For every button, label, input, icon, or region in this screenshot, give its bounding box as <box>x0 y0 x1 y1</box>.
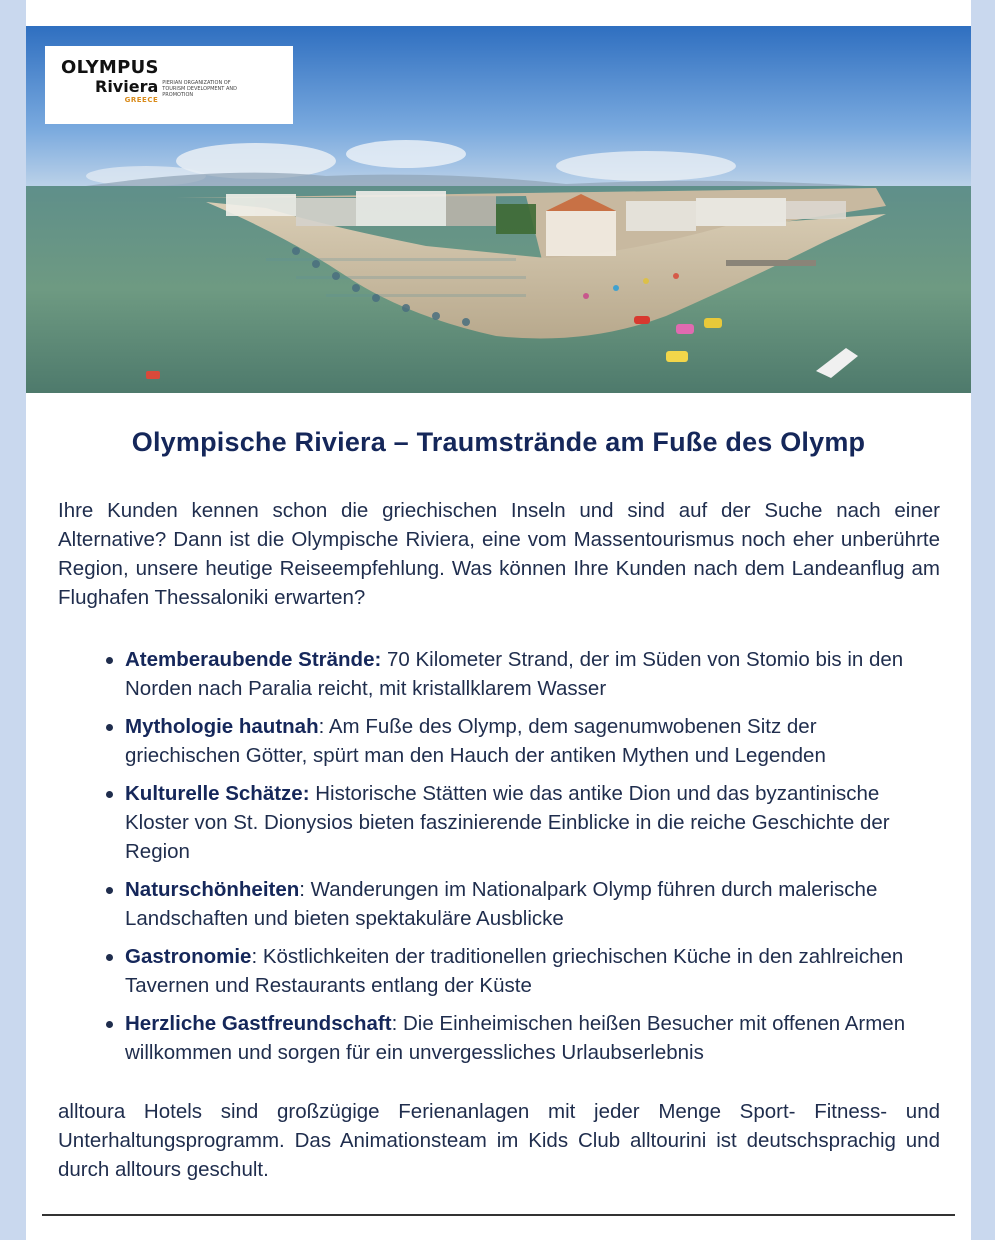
outro-paragraph: alltoura Hotels sind großzügige Ferienanlagen mit jeder Menge Sport- Fitness- und Unterhaltungsprogramm. Das Animationsteam im Kids Club alltourini ist deutschsprachig und durch alltours geschult. <box>58 1100 940 1181</box>
feature-list <box>90 645 930 1076</box>
logo-title: OLYMPUS <box>61 57 159 78</box>
list-item <box>90 712 930 770</box>
logo-greece: GREECE <box>124 96 159 104</box>
feature-text: : Die Einheimischen heißen Besucher mit offenen Armen willkommen und sorgen für ein unvergessliches Urlaubserlebnis <box>125 1012 906 1064</box>
logo-riviera: Riviera <box>95 77 159 96</box>
list-item <box>90 645 930 703</box>
feature-text: : Am Fuße des Olymp, dem sagenumwobenen Sitz der griechischen Götter, spürt man den Hauch der antiken Mythen und Legenden <box>125 715 826 767</box>
feature-label: Kulturelle Schätze: <box>125 782 310 805</box>
list-item <box>90 942 930 1000</box>
intro-paragraph: Ihre Kunden kennen schon die griechischen Inseln und sind auf der Suche nach einer Alternative? Dann ist die Olympische Riviera, eine vom Massentourismus noch eher unberührte Region, unsere heutige Reiseempfehlung. Was können Ihre Kunden nach dem Landeanflug am Flughafen Thessaloniki erwarten? <box>58 499 940 609</box>
feature-text: : Köstlichkeiten der traditionellen griechischen Küche in den zahlreichen Tavernen und Restaurants entlang der Küste <box>125 945 904 997</box>
list-item <box>90 875 930 933</box>
list-item <box>90 779 930 866</box>
logo-row <box>95 78 293 104</box>
logo-wordmark <box>95 78 158 104</box>
feature-label: Atemberaubende Strände: <box>125 648 382 671</box>
olympus-riviera-logo <box>45 46 293 124</box>
hero-image <box>26 26 971 393</box>
feature-text: : Wanderungen im Nationalpark Olymp führen durch malerische Landschaften und bieten spektakuläre Ausblicke <box>125 878 878 930</box>
feature-label: Mythologie hautnah <box>125 715 319 738</box>
article-title: Olympische Riviera – Traumstrände am Fuße des Olymp <box>131 427 866 457</box>
feature-text: Historische Stätten wie das antike Dion und das byzantinische Kloster von St. Dionysios bieten faszinierende Einblicke in die reiche Geschichte der Region <box>125 782 890 863</box>
list-item <box>90 1009 930 1067</box>
section-divider <box>42 1214 955 1216</box>
logo-subtitle: PIERIAN ORGANIZATION OF TOURISM DEVELOPMENT AND PROMOTION <box>162 80 237 98</box>
newsletter-card <box>26 0 971 1240</box>
feature-text: 70 Kilometer Strand, der im Süden von Stomio bis in den Norden nach Paralia reicht, mit kristallklarem Wasser <box>125 648 904 700</box>
feature-label: Herzliche Gastfreundschaft <box>125 1012 392 1035</box>
feature-label: Naturschönheiten <box>125 878 300 901</box>
feature-label: Gastronomie <box>125 945 252 968</box>
